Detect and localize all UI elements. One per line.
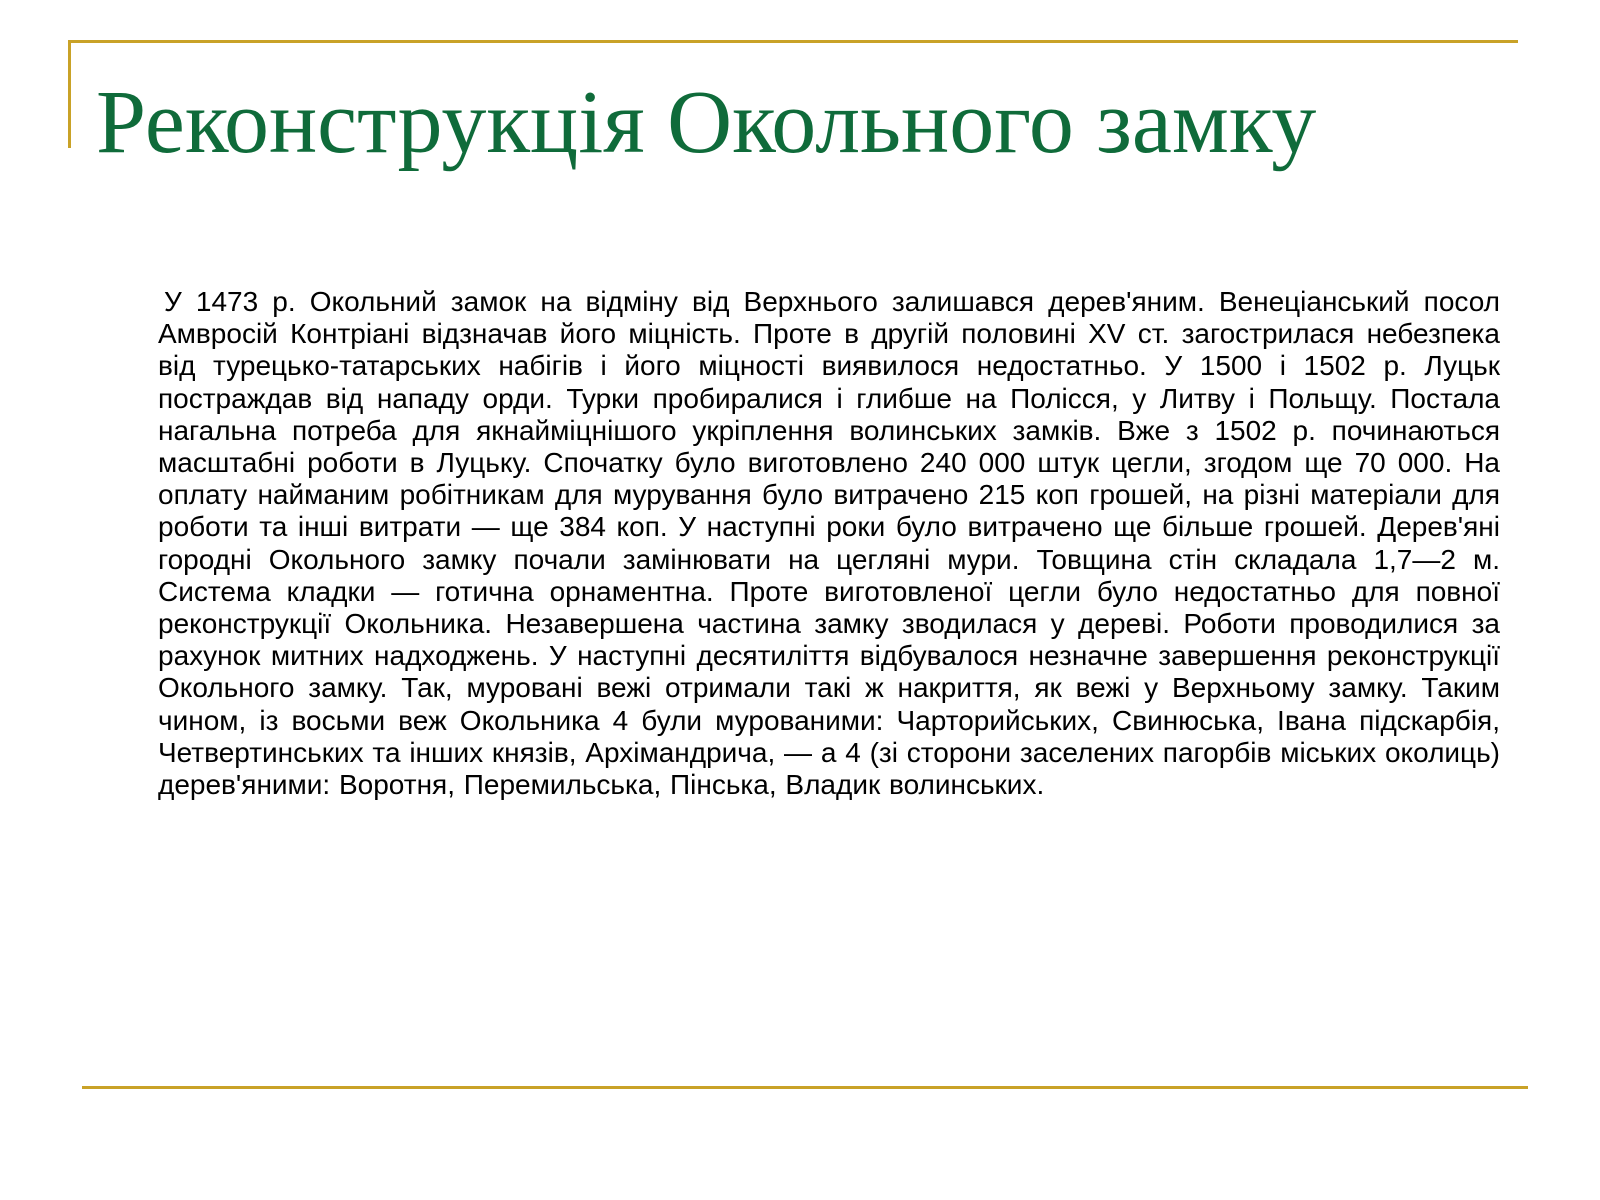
frame-bottom-line — [82, 1086, 1528, 1089]
slide-body-text: У 1473 р. Окольний замок на відміну від Верхнього залишався дерев'яним. Венеціанський посол Амвросій Контріані відзначав його міцність. Проте в другій половині XV ст. загострилася небезпека від турецько-татарських набігів і його міцності виявилося недостатньо. У 1500 і 1502 р. Луцьк постраждав від нападу орди. Турки пробиралися і глибше на Полісся, у Литву і Польщу. Постала нагальна потреба для якнайміцнішого укріплення волинських замків. Вже з 1502 р. починаються масштабні роботи в Луцьку. Спочатку було виготовлено 240 000 штук цегли, згодом ще 70 000. На оплату найманим робітникам для мурування було витрачено 215 коп грошей, на різні матеріали для роботи та інші витрати — ще 384 коп. У наступні роки було витрачено ще більше грошей. Дерев'яні городні Окольного замку почали замінювати на цегляні мури. Товщина стін складала 1,7—2 м. Система кладки — готична орнаментна. Проте виготовленої цегли було недостатньо для повної реконструкції Окольника. Незавершена частина замку зводилася у дереві. Роботи проводилися за рахунок митних надходжень. У наступні десятиліття відбувалося незначне завершення реконструкції Окольного замку. Так, муровані вежі отримали такі ж накриття, як вежі у Верхньому замку. Таким чином, із восьми веж Окольника 4 були мурованими: Чарторийських, Свинюська, Івана підскарбія, Четвертинських та інших князів, Архімандрича, — а 4 (зі сторони заселених пагорбів міських околиць) дерев'яними: Воротня, Перемильська, Пінська, Владик волинських. — [158, 286, 1500, 801]
slide-title: Реконструкція Окольного замку — [96, 73, 1317, 172]
frame-top-line — [68, 40, 1518, 43]
frame-left-line — [68, 40, 71, 148]
